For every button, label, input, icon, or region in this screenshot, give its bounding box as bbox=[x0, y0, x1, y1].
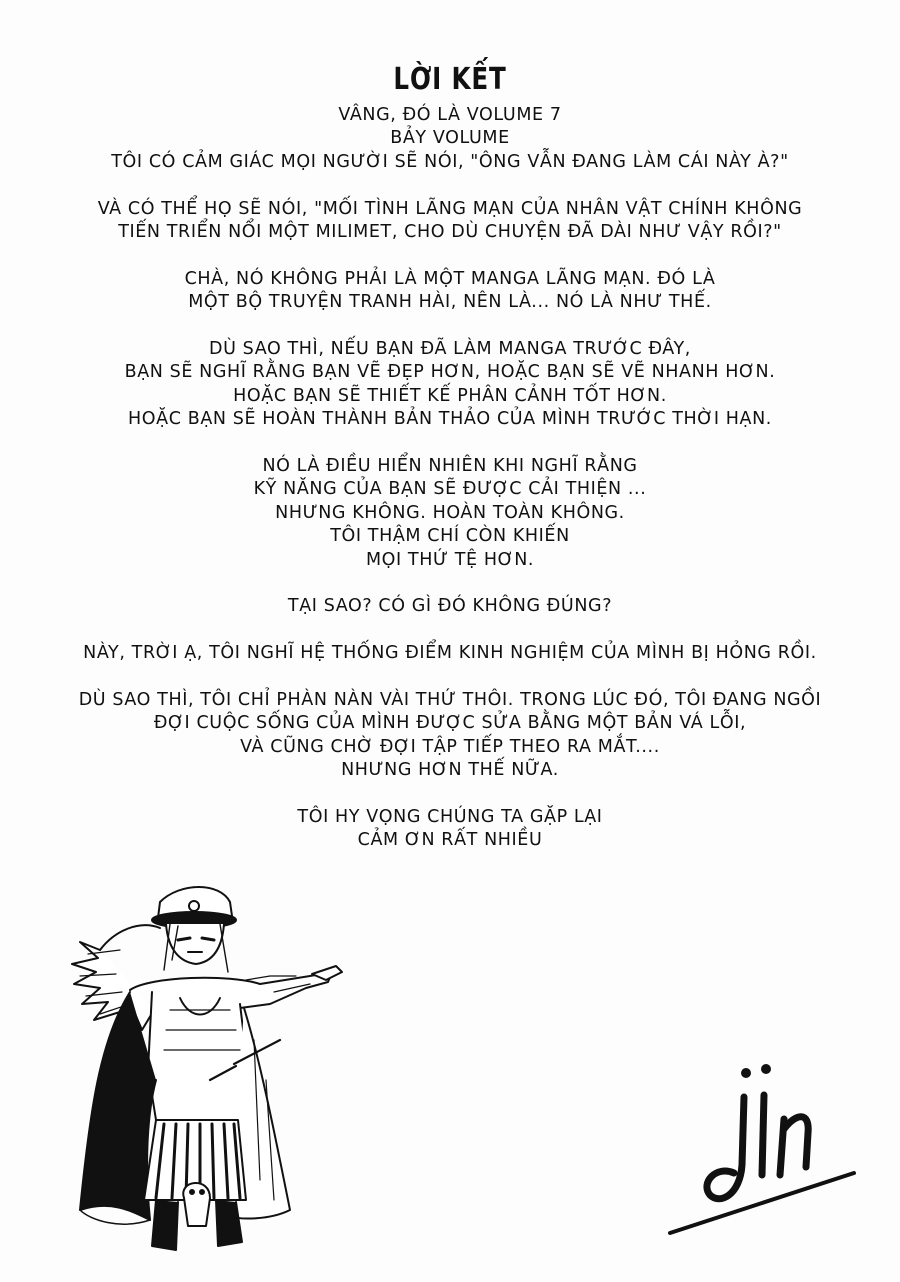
afterword-line: CHÀ, NÓ KHÔNG PHẢI LÀ MỘT MANGA LÃNG MẠN. ĐÓ LÀ bbox=[184, 268, 716, 289]
afterword-line: BẠN SẼ NGHĨ RẰNG BẠN VẼ ĐẸP HƠN, HOẶC BẠN SẼ VẼ NHANH HƠN. bbox=[124, 362, 776, 383]
afterword-line: NÓ LÀ ĐIỀU HIỂN NHIÊN KHI NGHĨ RẰNG bbox=[262, 456, 638, 477]
afterword-line: DÙ SAO THÌ, NẾU BẠN ĐÃ LÀM MANGA TRƯỚC ĐÂY, bbox=[209, 339, 691, 360]
afterword-line: ĐỢI CUỘC SỐNG CỦA MÌNH ĐƯỢC SỬA BẰNG MỘT BẢN VÁ LỖI, bbox=[153, 713, 747, 734]
afterword-line: TẠI SAO? CÓ GÌ ĐÓ KHÔNG ĐÚNG? bbox=[287, 596, 613, 617]
afterword-line: TÔI CÓ CẢM GIÁC MỌI NGƯỜI SẼ NÓI, "ÔNG VẪN ĐANG LÀM CÁI NÀY À?" bbox=[111, 151, 789, 172]
afterword-line: TIẾN TRIỂN NỔI MỘT MILIMET, CHO DÙ CHUYỆN ĐÃ DÀI NHƯ VẬY RỒI?" bbox=[118, 222, 782, 243]
afterword-line: CẢM ƠN RẤT NHIỀU bbox=[357, 830, 543, 851]
afterword-text bbox=[40, 104, 860, 876]
afterword-paragraph bbox=[40, 595, 860, 618]
afterword-paragraph bbox=[40, 642, 860, 665]
afterword-line: NHƯNG KHÔNG. HOÀN TOÀN KHÔNG. bbox=[275, 502, 625, 523]
page-title: LỜI KẾT bbox=[393, 62, 507, 97]
afterword-paragraph bbox=[40, 268, 860, 315]
afterword-line: MỘT BỘ TRUYỆN TRANH HÀI, NÊN LÀ... NÓ LÀ NHƯ THẾ. bbox=[188, 292, 712, 313]
afterword-line: DÙ SAO THÌ, TÔI CHỈ PHÀN NÀN VÀI THỨ THÔI. TRONG LÚC ĐÓ, TÔI ĐANG NGỒI bbox=[78, 690, 822, 711]
uniformed-character-illustration bbox=[60, 880, 360, 1260]
afterword-line: HOẶC BẠN SẼ HOÀN THÀNH BẢN THẢO CỦA MÌNH TRƯỚC THỜI HẠN. bbox=[128, 409, 772, 430]
afterword-line: MỌI THỨ TỆ HƠN. bbox=[365, 549, 535, 570]
afterword-paragraph bbox=[40, 104, 860, 174]
afterword-paragraph bbox=[40, 806, 860, 853]
afterword-line: VÀ CÓ THỂ HỌ SẼ NÓI, "MỐI TÌNH LÃNG MẠN CỦA NHÂN VẬT CHÍNH KHÔNG bbox=[97, 198, 803, 219]
afterword-paragraph bbox=[40, 338, 860, 432]
afterword-paragraph bbox=[40, 689, 860, 783]
afterword-line: HOẶC BẠN SẼ THIẾT KẾ PHÂN CẢNH TỐT HƠN. bbox=[233, 385, 667, 406]
afterword-line: NHƯNG HƠN THẾ NỮA. bbox=[341, 760, 559, 781]
author-signature bbox=[660, 1055, 860, 1255]
afterword-paragraph bbox=[40, 455, 860, 572]
afterword-line: TÔI THẬM CHÍ CÒN KHIẾN bbox=[330, 526, 570, 547]
afterword-line: BẢY VOLUME bbox=[390, 128, 510, 149]
afterword-line: VÀ CŨNG CHỜ ĐỢI TẬP TIẾP THEO RA MẮT.... bbox=[240, 736, 660, 757]
afterword-paragraph bbox=[40, 198, 860, 245]
afterword-line: NÀY, TRỜI Ạ, TÔI NGHĨ HỆ THỐNG ĐIỂM KINH NGHIỆM CỦA MÌNH BỊ HỎNG RỒI. bbox=[83, 643, 817, 664]
afterword-line: KỸ NĂNG CỦA BẠN SẼ ĐƯỢC CẢI THIỆN ... bbox=[253, 479, 647, 500]
afterword-line: VÂNG, ĐÓ LÀ VOLUME 7 bbox=[338, 105, 562, 125]
afterword-line: TÔI HY VỌNG CHÚNG TA GẶP LẠI bbox=[297, 807, 603, 828]
